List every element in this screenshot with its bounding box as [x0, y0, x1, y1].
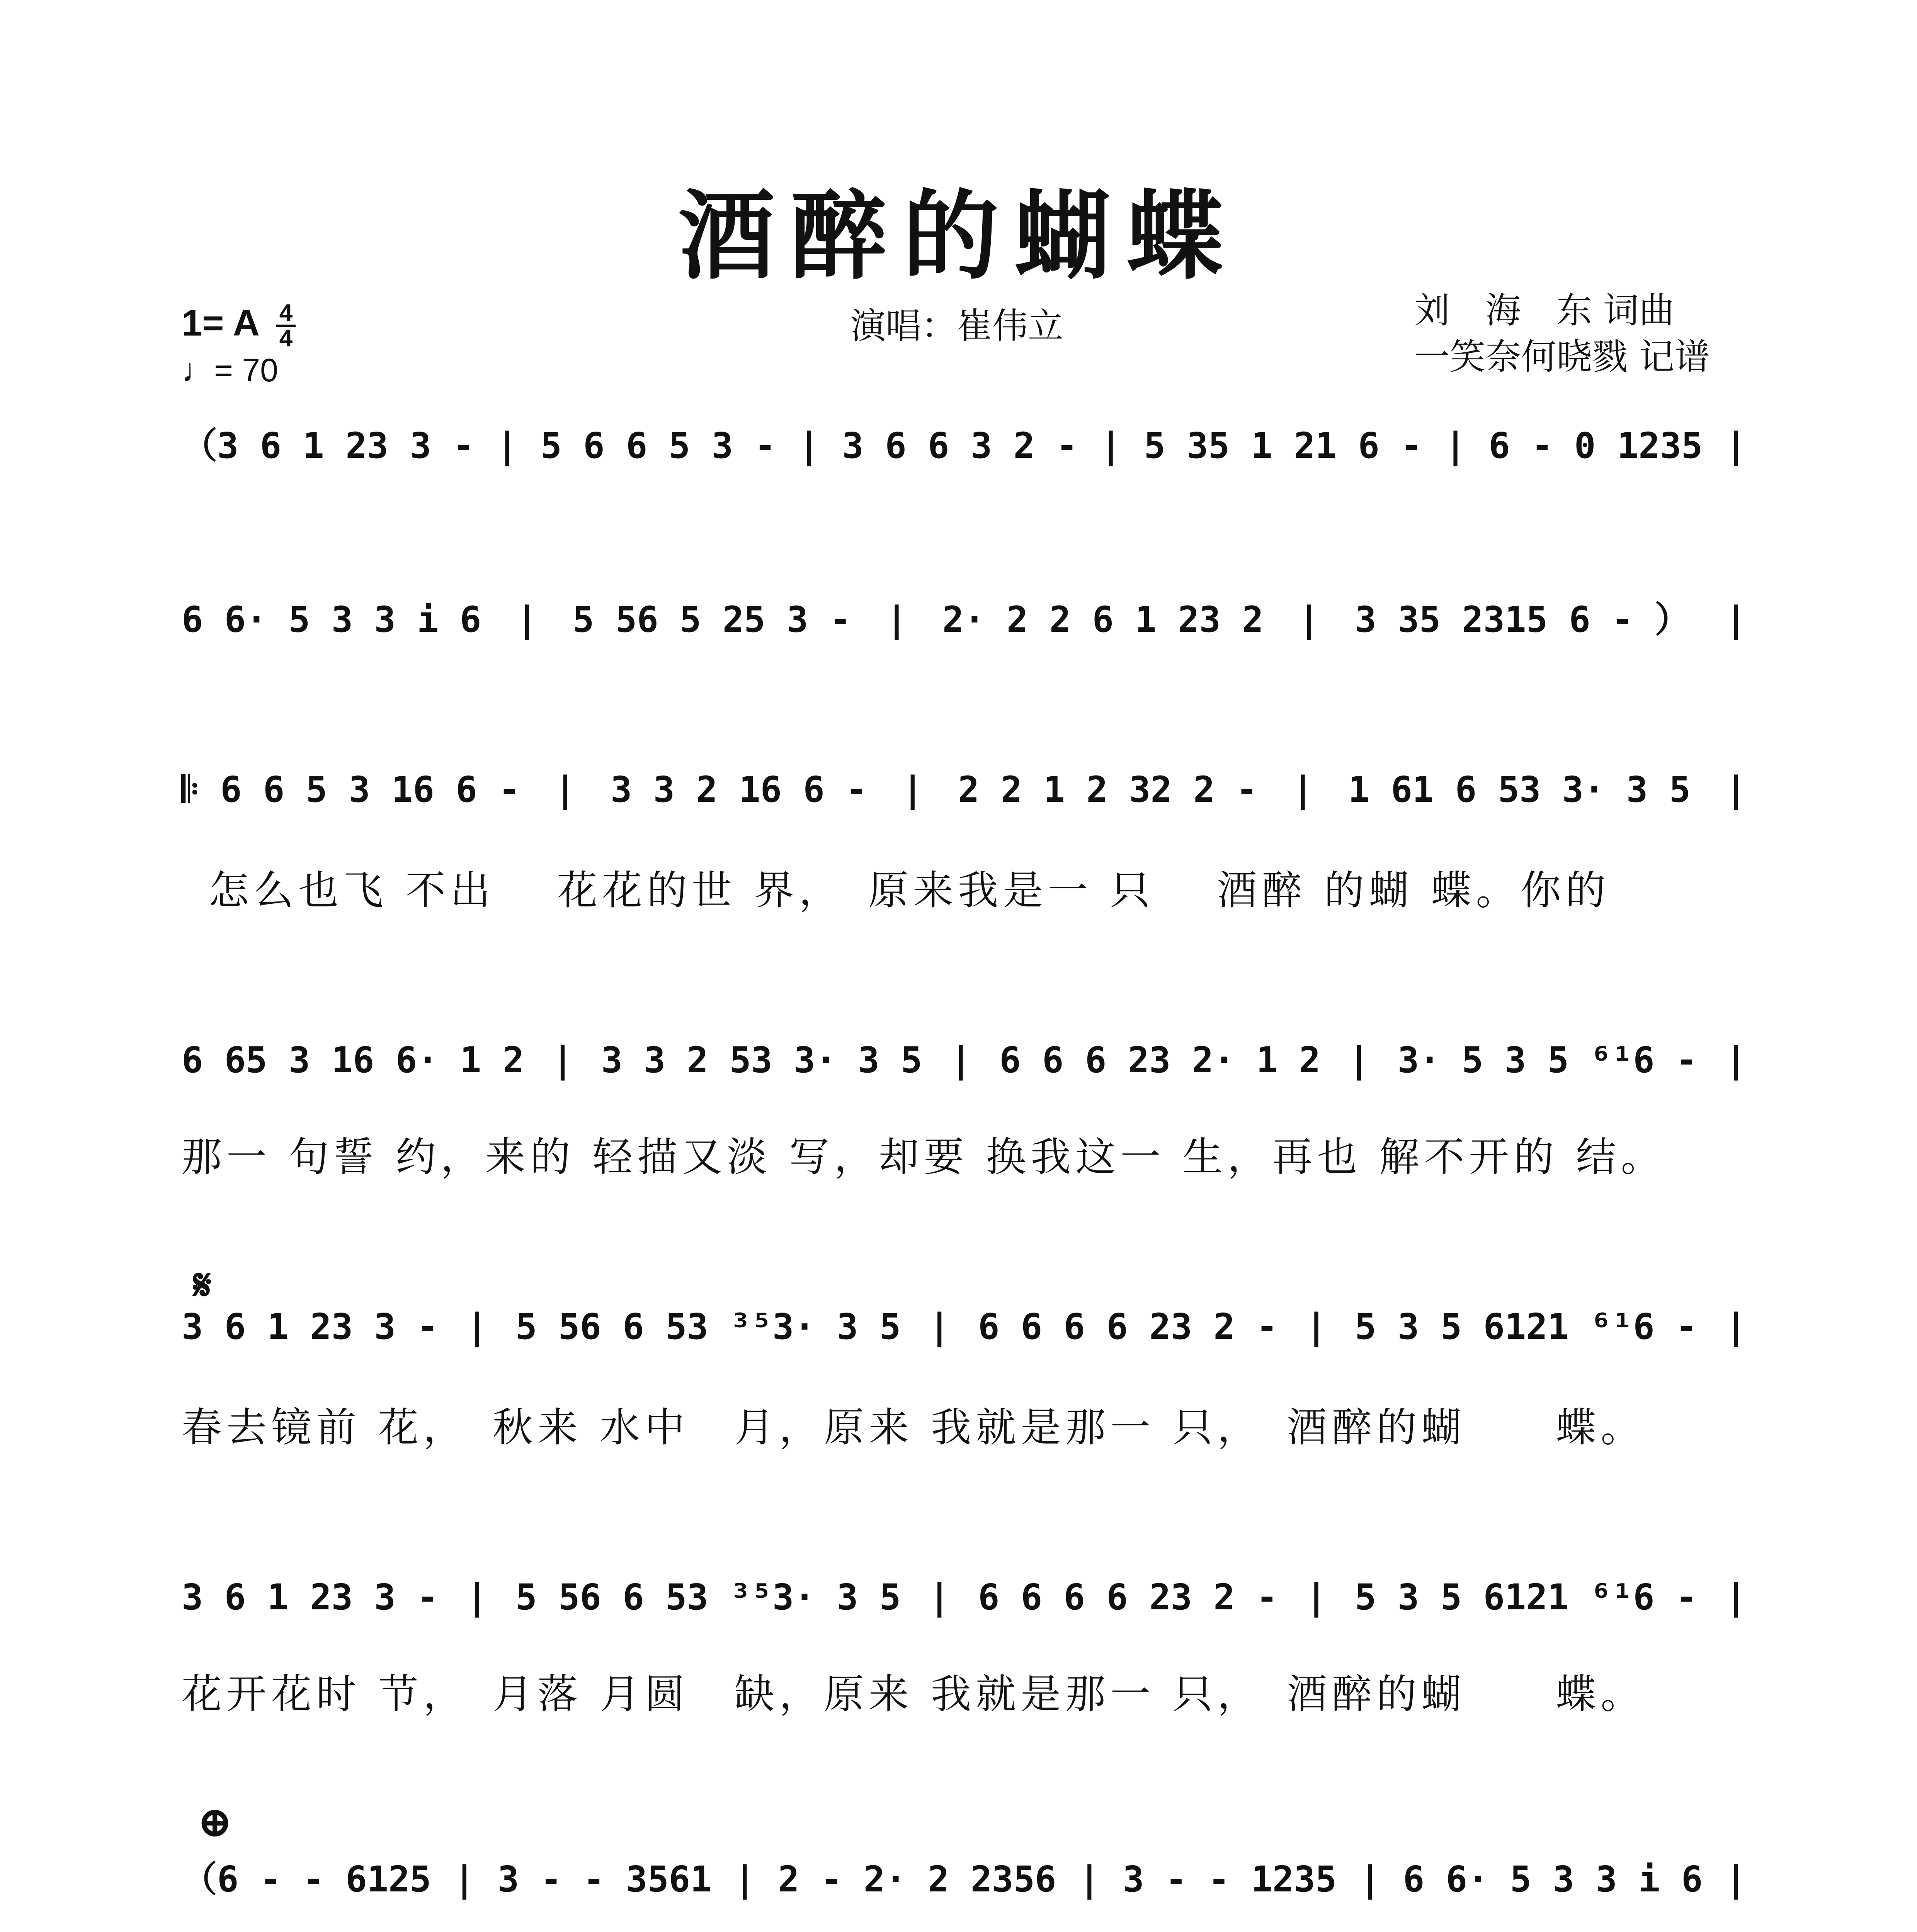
measure: 5 56 6 53 ³⁵3· 3 5 — [515, 1577, 901, 1618]
measure: 1 61 6 53 3· 3 5 — [1348, 769, 1691, 810]
barline: | — [516, 599, 538, 640]
barline: | — [1305, 1306, 1327, 1347]
measure: 2· 2 2 6 1 23 2 — [942, 599, 1264, 640]
measure: 6 - 0 1235 — [1488, 425, 1703, 466]
barline: | — [1100, 425, 1122, 466]
measure: 5 3 5 6121 ⁶¹6 - — [1355, 1577, 1698, 1618]
barline: | — [555, 769, 576, 810]
barline: | — [1725, 769, 1747, 810]
notation-system-1 — [182, 417, 1747, 468]
barline: | — [798, 425, 820, 466]
measure: 6 6 6 23 2· 1 2 — [999, 1039, 1321, 1081]
measure: 2 2 1 2 32 2 - — [958, 769, 1258, 810]
measure: （6 - - 6125 — [182, 1859, 431, 1900]
measure: 5 35 1 21 6 - — [1144, 425, 1422, 466]
barline: | — [1725, 1039, 1747, 1081]
barline: | — [1444, 425, 1466, 466]
barline: | — [929, 1306, 950, 1347]
measure: 3 3 2 16 6 - — [610, 769, 867, 810]
barline: | — [929, 1577, 950, 1618]
measure: 𝄆 6 6 5 3 16 6 - — [182, 769, 520, 810]
measure: （3 6 1 23 3 - — [182, 425, 474, 466]
key-signature — [182, 301, 296, 350]
notation-system-6 — [182, 1577, 1747, 1618]
barline: | — [552, 1039, 573, 1081]
measure: 3 - - 3561 — [497, 1859, 712, 1900]
notation-system-5 — [182, 1306, 1747, 1347]
measure: 3 3 2 53 3· 3 5 — [601, 1039, 922, 1081]
singer-credit: 演唱：崔伟立 — [850, 305, 1064, 347]
barline: | — [886, 599, 908, 640]
lyrics-line-2: 那一 句誓 约，来的 轻描又淡 写，却要 换我这一 生，再也 解不开的 结。 — [182, 1133, 1666, 1180]
lyricist-composer-credit: 刘 海 东 词曲 — [1414, 290, 1675, 331]
barline: | — [902, 769, 924, 810]
barline: | — [466, 1306, 488, 1347]
time-signature-denominator: 4 — [279, 325, 293, 352]
lyrics-line-4: 花开花时 节， 月落 月圆 缺，原来 我就是那一 只， 酒醉的蝴 蝶。 — [182, 1670, 1646, 1718]
barline: | — [496, 425, 518, 466]
time-signature-numerator: 4 — [279, 299, 293, 326]
segno-sign: 𝄋 — [193, 1260, 212, 1310]
barline: | — [1298, 599, 1320, 640]
measure: 6 6 6 6 23 2 - — [978, 1577, 1278, 1618]
time-signature — [276, 301, 296, 350]
barline: | — [950, 1039, 972, 1081]
measure: 6 6· 5 3 3 i 6 — [1403, 1859, 1703, 1900]
barline: | — [1725, 1859, 1747, 1900]
measure: 5 56 6 53 ³⁵3· 3 5 — [515, 1306, 901, 1347]
transcriber-credit: 一笑奈何晓戮 记谱 — [1414, 336, 1710, 378]
measure: 2 - 2· 2 2356 — [778, 1859, 1056, 1900]
measure: 6 65 3 16 6· 1 2 — [182, 1039, 524, 1081]
measure: 6 6 6 6 23 2 - — [978, 1306, 1278, 1347]
barline: | — [1725, 425, 1747, 466]
barline: | — [466, 1577, 488, 1618]
barline: | — [734, 1859, 756, 1900]
barline: | — [1725, 1577, 1747, 1618]
measure: 5 6 6 5 3 - — [540, 425, 776, 466]
tempo-marking: ♩= 70 — [182, 352, 278, 388]
measure: 5 3 5 6121 ⁶¹6 - — [1355, 1306, 1698, 1347]
barline: | — [1725, 1306, 1747, 1347]
barline: | — [1078, 1859, 1101, 1900]
notation-system-3 — [182, 769, 1747, 811]
song-title: 酒醉的蝴蝶 — [678, 180, 1239, 293]
measure: 3· 5 3 5 ⁶¹6 - — [1397, 1039, 1698, 1081]
measure: 5 56 5 25 3 - — [573, 599, 851, 640]
lyrics-line-1: 怎么也飞 不出 花花的世 界， 原来我是一 只 酒醉 的蝴 蝶。你的 — [209, 867, 1611, 914]
measure: 3 6 6 3 2 - — [842, 425, 1078, 466]
measure: 3 6 1 23 3 - — [182, 1306, 439, 1347]
barline: | — [1725, 599, 1747, 640]
lyrics-line-3: 春去镜前 花， 秋来 水中 月，原来 我就是那一 只， 酒醉的蝴 蝶。 — [182, 1404, 1646, 1451]
measure: 3 6 1 23 3 - — [182, 1577, 439, 1618]
notation-system-2 — [182, 591, 1747, 642]
notation-system-4 — [182, 1039, 1747, 1081]
coda-sign: ⊕ — [197, 1797, 233, 1847]
barline: | — [1305, 1577, 1327, 1618]
barline: | — [454, 1859, 475, 1900]
barline: | — [1348, 1039, 1370, 1081]
measure: 6 6· 5 3 3 i 6 — [182, 599, 481, 640]
barline: | — [1359, 1859, 1381, 1900]
key-label: 1= A — [182, 302, 259, 344]
measure: 3 35 2315 6 - ） — [1355, 599, 1690, 640]
notation-system-7 — [182, 1851, 1747, 1902]
measure: 3 - - 1235 — [1123, 1859, 1337, 1900]
barline: | — [1292, 769, 1314, 810]
